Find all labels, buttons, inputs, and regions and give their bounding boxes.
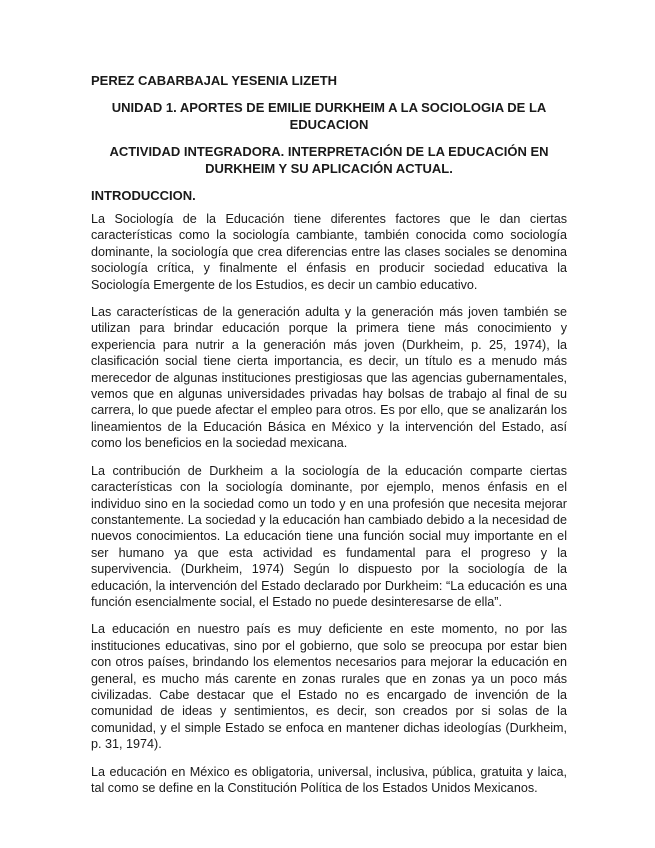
paragraph: Las características de la generación adulta y la generación más joven también se utilizan para brindar educación porque la primera tiene más conocimiento y experiencia para nutrir a la generación más joven (Durkheim, p. 25, 1974), la clasificación social tiene cierta importancia, es decir, un título es a menudo más merecedor de algunas instituciones prestigiosas que las agencias gubernamentales, vemos que en algunas universidades privadas hay bolsas de trabajo al final de su carrera, lo que puede afectar el empleo para otros. Es por ello, que se analizarán los lineamientos de la Educación Básica en México y la intervención del Estado, así como los beneficios en la sociedad mexicana. <box>91 305 567 451</box>
author-name: PEREZ CABARBAJAL YESENIA LIZETH <box>91 73 338 88</box>
paragraph: La educación en México es obligatoria, universal, inclusiva, pública, gratuita y laica, tal como se define en la Constitución Política de los Estados Unidos Mexicanos. <box>91 764 567 795</box>
activity-title: ACTIVIDAD INTEGRADORA. INTERPRETACIÓN DE LA EDUCACIÓN EN DURKHEIM Y SU APLICACIÓN ACTUAL. <box>109 144 549 176</box>
paragraph: La educación en nuestro país es muy deficiente en este momento, no por las instituciones educativas, sino por el gobierno, que solo se preocupa por estar bien con otros países, brindando los elementos necesarios para mejorar la educación en general, es mucho más carente en zonas rurales que en zonas ya un poco más civilizadas. Cabe destacar que el Estado no es encargado de invención de la comunidad de ideas y sentimientos, es decir, son creados por si solas de la comunidad, y el simple Estado se enfoca en mantener dichas ideologías (Durkheim, p. 31, 1974). <box>91 622 567 752</box>
paragraph: La Sociología de la Educación tiene diferentes factores que le dan ciertas características como la sociología cambiante, también conocida como sociología dominante, la sociología que crea diferencias entre las clases sociales se denomina sociología crítica, y finalmente el énfasis en producir sociedad educativa la Sociología Emergente de los Estudios, es decir un cambio educativo. <box>91 212 567 292</box>
unit-title: UNIDAD 1. APORTES DE EMILIE DURKHEIM A LA SOCIOLOGIA DE LA EDUCACION <box>111 100 547 132</box>
paragraph: La contribución de Durkheim a la sociología de la educación comparte ciertas características con la sociología dominante, por ejemplo, menos énfasis en el individuo sino en la sociedad como un todo y en una profesión que necesita mejorar constantemente. La sociedad y la educación han cambiado debido a la necesidad de nuevos conocimientos. La educación tiene una función social muy importante en el ser humano ya que esta actividad es fundamental para el progreso y la supervivencia. (Durkheim, 1974) Según lo dispuesto por la sociología de la educación, la intervención del Estado declarado por Durkheim: “La educación es una función esencialmente social, el Estado no puede desinteresarse de ella”. <box>91 463 567 609</box>
section-title: INTRODUCCION. <box>91 188 196 203</box>
